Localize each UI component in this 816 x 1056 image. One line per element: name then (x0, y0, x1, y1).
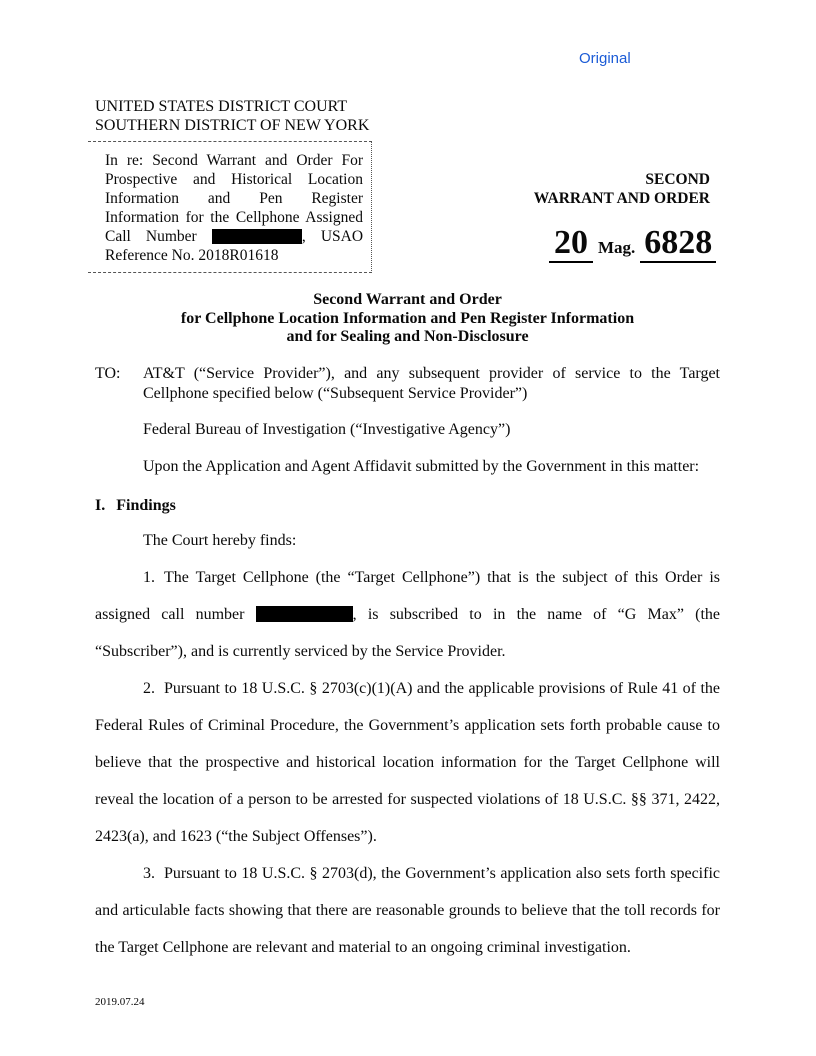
document-body (95, 291, 720, 966)
caption-call-number-label: Call Number (105, 228, 197, 245)
court-header (95, 97, 369, 135)
finding-paragraph-2 (95, 670, 720, 855)
title-line1: Second Warrant and Order (313, 291, 502, 308)
warrant-label-line1: SECOND (645, 171, 710, 188)
title-line3: and for Sealing and Non-Disclosure (286, 328, 529, 346)
finding-paragraph-3 (95, 855, 720, 966)
to-block (95, 364, 720, 403)
paragraph-text: Pursuant to 18 U.S.C. § 2703(d), the Government’s application also sets forth specific and articulable facts showing that there are reasonable grounds to believe that the toll records for the Target Cellphone are relevant and material to an ongoing criminal investigation. (95, 865, 720, 957)
warrant-label-line2: WARRANT AND ORDER (533, 190, 710, 207)
findings-heading-numeral: I. (95, 497, 106, 515)
paragraph-text-before-redaction: The Target Cellphone (the “Target Cellphone”) that is the subject of this Order is assigned call number (95, 569, 720, 624)
paragraph-number: 1. (143, 569, 155, 587)
original-stamp: Original (579, 50, 631, 67)
caption-reference-number: Reference No. 2018R01618 (105, 247, 279, 264)
to-recipient-text: AT&T (“Service Provider”), and any subsequent provider of service to the Target Cellphone specified below (“Subsequent Service Provider”) (143, 365, 720, 402)
title-line2: for Cellphone Location Information and Pen Register Information (180, 309, 635, 327)
district-name: SOUTHERN DISTRICT OF NEW YORK (95, 117, 370, 134)
caption-line-redacted (105, 227, 363, 246)
case-number-serial: 6828 (640, 226, 716, 263)
paragraph-text: Pursuant to 18 U.S.C. § 2703(c)(1)(A) and the applicable provisions of Rule 41 of the Federal Rules of Criminal Procedure, the Government’s application sets forth probable cause to believe that the prospective and historical location information for the Target Cellphone will reveal the location of a person to be arrested for suspected violations of 18 U.S.C. §§ 371, 2422, 2423(a), and 1623 (“the Subject Offenses”). (95, 680, 720, 846)
case-number (549, 226, 716, 263)
caption-line: Prospective and Historical Location (105, 171, 363, 188)
to-label: TO: (95, 365, 121, 383)
paragraph-number: 2. (143, 680, 155, 698)
caption-line: Information for the Cellphone Assigned (105, 209, 363, 226)
upon-application-line: Upon the Application and Agent Affidavit submitted by the Government in this matter: (143, 458, 700, 476)
redaction-bar-call-number (256, 606, 353, 622)
caption-line: Information and Pen Register (105, 190, 363, 207)
redaction-bar-call-number (212, 229, 302, 244)
warrant-label (534, 170, 710, 208)
court-finds-line: The Court hereby finds: (143, 532, 297, 550)
findings-section (95, 522, 720, 966)
caption-line: In re: Second Warrant and Order For (105, 152, 363, 169)
court-name: UNITED STATES DISTRICT COURT (95, 98, 348, 115)
findings-heading (95, 496, 720, 515)
document-title (95, 291, 720, 347)
case-caption-box (88, 141, 372, 273)
finding-paragraph-1 (95, 559, 720, 670)
paragraph-text-after-redaction: , is subscribed to in the name of “G Max” (the “Subscriber”), and is currently serviced by the Service Provider. (95, 606, 720, 661)
paragraph-number: 3. (143, 865, 155, 883)
case-number-year: 20 (549, 226, 593, 263)
footer-date: 2019.07.24 (95, 996, 145, 1008)
caption-usao-label: , USAO (301, 228, 364, 245)
findings-heading-label: Findings (116, 497, 176, 515)
investigative-agency-line: Federal Bureau of Investigation (“Investigative Agency”) (143, 421, 511, 439)
case-number-mag-label: Mag. (598, 238, 636, 257)
